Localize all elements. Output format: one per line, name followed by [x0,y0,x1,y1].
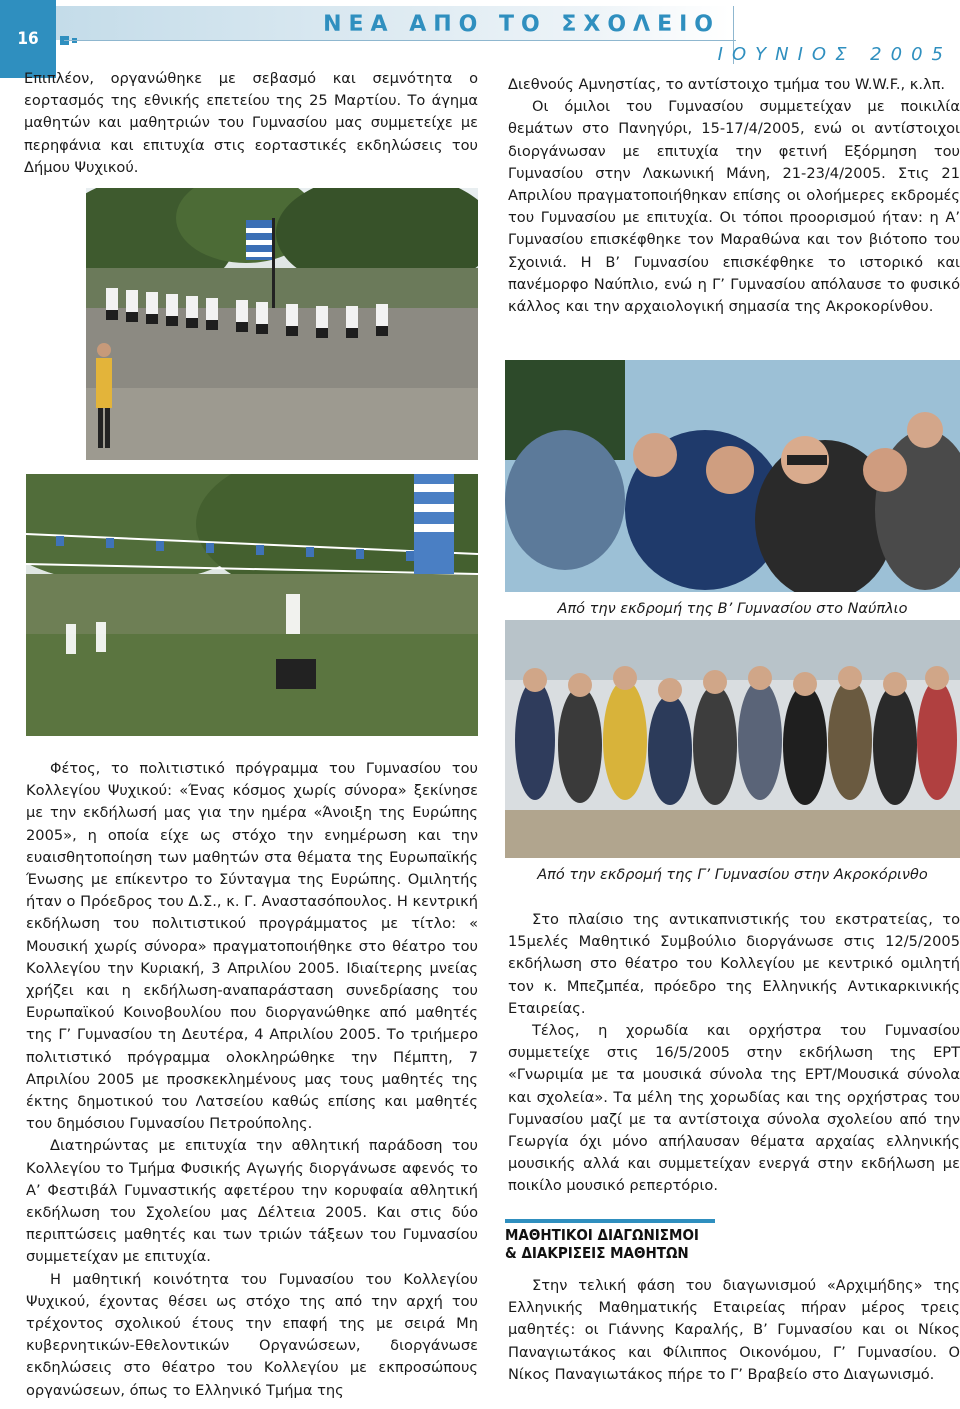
ceremony-illustration [26,474,478,736]
anti-smoking-paragraph: Στο πλαίσιο της αντικαπνιστικής του εκστρατείας, το 15μελές Μαθητικό Συμβούλιο διοργάνωσε στις 12/5/2005 εκδήλωση στο θέατρο του Κολλεγίου με κεντρικό ομιλητή τον κ. Μπεζμπέα, πρόεδρο της Ελληνικής Αντικαρκινικής Εταιρείας. [508,911,960,1017]
akrokorinthos-photo [505,620,960,858]
cultural-program-text [26,758,478,1402]
page-number: 16 [0,0,56,78]
events-text [508,909,960,1198]
cultural-program-paragraph: Φέτος, το πολιτιστικό πρόγραμμα του Γυμνασίου του Κολλεγίου Ψυχικού: «Ένας κόσμος χωρίς σύνορα» ξεκίνησε με την εκδήλωσή μας για την ημέρα «Άνοιξη της Ευρώπης 2005», η οποία είχε ως στόχο την ενημέρωση και την ευαισθητοποίηση των μαθητών στα θέματα της Ευρωπαϊκής Ένωσης με επίκεντρο το Σύνταγμα της Ευρώπης. Ομιλητής ήταν ο Πρόεδρος του Δ.Σ., κ. Γ. Αναστασόπουλος. Η κεντρική εκδήλωση του πολιτιστικού προγράμματος με τίτλο: « Μουσική χωρίς σύνορα» πραγματοποιήθηκε στο θέατρο του Κολλεγίου την Κυριακή, 3 Απριλίου 2005. Ιδιαίτερης μνείας χρήζει και η εκδήλωση-αναπαράσταση συνεδρίασης του Ευρωπαϊκού Κοινοβουλίου που διοργανώθηκε από μαθητές της Γ’ Γυμνασίου τη Δευτέρα, 4 Απριλίου 2005. Το τριήμερο πολιτιστικό πρόγραμμα ολοκληρώθηκε την Πέμπτη, 7 Απριλίου 2005 με προσκεκλημένους μας τους μαθητές της έκτης δημοτικού του Λατσείου καθώς επίσης και μαθητές του δημόσιου Γυμνασίου Πετρούπολης. [26,760,478,1133]
ceremony-photo [26,474,478,736]
intro-text: Επιπλέον, οργανώθηκε με σεβασμό και σεμνότητα ο εορτασμός της εθνικής επετείου της 25 Μαρτίου. Το άγημα μαθητών και μαθητριών του Γυμνασίου μας συμμετείχε με περηφάνια και επιτυχία στις εορταστικές εκδηλώσεις του Δήμου Ψυχικού. [24,70,478,176]
section-title: ΝΕΑ ΑΠΟ ΤΟ ΣΧΟΛΕΙΟ [323,12,720,37]
clubs-paragraph [508,74,960,318]
nafplio-caption: Από την εκδρομή της Β’ Γυμνασίου στο Ναύπλιο [557,601,908,617]
clubs-line1: Διεθνούς Αμνηστίας, το αντίστοιχο τμήμα του W.W.F., κ.λπ. [508,76,946,93]
sports-paragraph: Διατηρώντας με επιτυχία την αθλητική παράδοση του Κολλεγίου το Τμήμα Φυσικής Αγωγής διοργάνωσε αφενός το Α’ Φεστιβάλ Γυμναστικής αφετέρου την κορυφαία αθλητική εκδήλωση του Σχολείου μας Δέλτεια 2005. Και στις δύο περιπτώσεις μαθητές και των τριών τάξεων του Γυμνασίου συμμετείχαν με επιτυχία. [26,1137,478,1266]
competitions-heading: ΜΑΘΗΤΙΚΟΙ ΔΙΑΓΩΝΙΣΜΟΙ & ΔΙΑΚΡΙΣΕΙΣ ΜΑΘΗΤΩΝ [505,1226,699,1262]
intro-paragraph [24,68,478,179]
akrokorinthos-caption: Από την εκδρομή της Γ’ Γυμνασίου στην Ακροκόρινθο [537,867,928,883]
header-rule [64,40,736,41]
clubs-text: Οι όμιλοι του Γυμνασίου συμμετείχαν με ποικιλία θεμάτων στο Πανηγύρι, 15-17/4/2005, ενώ οι αντίστοιχοι διοργάνωσαν με επιτυχία την φετινή Εξόρμηση του Γυμνασίου στην Λακωνική Μάνη, 21-23/4/2005. Στις 21 Απριλίου πραγματοποιήθηκαν επίσης οι ολοήμερες εκδρομές του Γυμνασίου με επιτυχία. Οι τόποι προορισμού ήταν: η Α’ Γυμνασίου επισκέφθηκε τον Μαραθώνα και τον βιότοπο του Σχοινιά. Η Β’ Γυμνασίου επισκέφθηκε το ιστορικό και πανέμορφο Ναύπλιο, ενώ η Γ’ Γυμνασίου απόλαυσε το φυσικό κάλλος και την αρχαιολογική σημασία της Ακροκορίνθου. [508,98,960,316]
archimedes-paragraph: Στην τελική φάση του διαγωνισμού «Αρχιμήδης» της Ελληνικής Μαθηματικής Εταιρείας πήραν μέρος τρεις μαθητές: οι Γιάννης Καραλής, Β’ Γυμνασίου και οι Νίκος Παναγιωτάκος και Φίλιππος Οικονόμου, Γ’ Γυμνασίου. Ο Νίκος Παναγιωτάκος πήρε το Γ’ Βραβείο στο Διαγωνισμό. [508,1277,960,1383]
nafplio-photo [505,360,960,592]
choir-paragraph: Τέλος, η χορωδία και ορχήστρα του Γυμνασίου συμμετείχε στις 16/5/2005 στην εκδήλωση της ΕΡΤ «Γνωριμία με τα μουσικά σύνολα της ΕΡΤ/Μουσικά σύνολα και σχολεία». Τα μέλη της χορωδίας και της ορχήστρας του Γυμνασίου μαζί με τα αντίστοιχα σύνολα σχολείου από την Γεωργία όχι μόνο απήλαυσαν θέματα αρχαίας ελληνικής μουσικής αλλά και συμμετείχαν ενεργά στην εκδήλωση με ποικίλο μουσικό ρεπερτόριο. [508,1022,960,1195]
section-heading-bar [505,1219,715,1223]
parade-illustration [86,188,478,460]
ngo-paragraph: Η μαθητική κοινότητα του Γυμνασίου του Κολλεγίου Ψυχικού, έχοντας θέσει ως στόχο της από την αρχή του τρέχοντος σχολικού έτους την επαφή της με σειρά Μη κυβερνητικών-Εθελοντικών Οργανώσεων, διοργάνωσε εκδηλώσεις στο θέατρο του Κολλεγίου με εκπροσώπους οργανώσεων, όπως το Ελληνικό Τμήμα της [26,1270,478,1399]
competitions-text [508,1275,960,1386]
parade-photo [86,188,478,460]
nafplio-illustration [505,360,960,592]
issue-date: ΙΟΥΝΙΟΣ 2005 [717,44,952,65]
akrokorinthos-illustration [505,620,960,858]
